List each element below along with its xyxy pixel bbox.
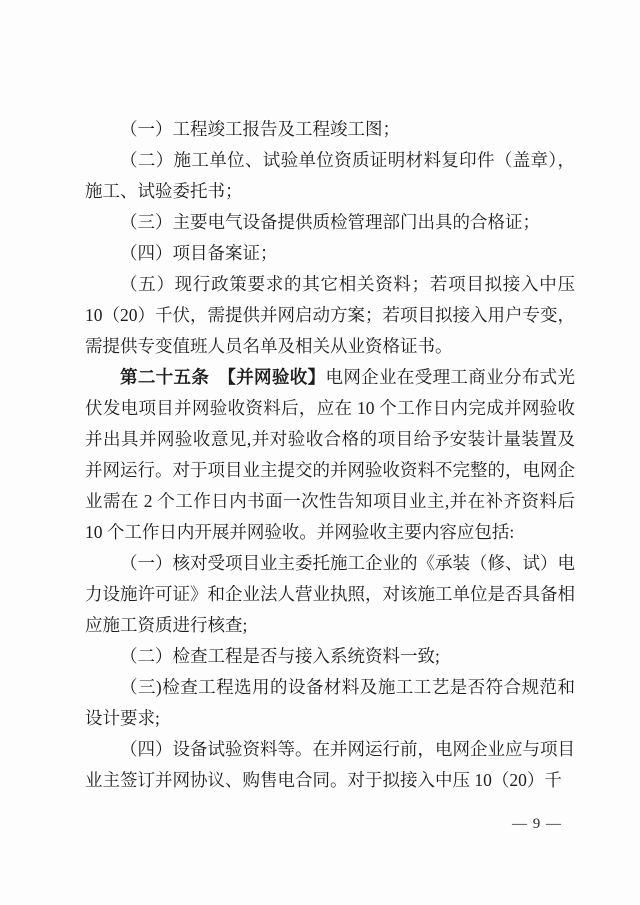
text-run: （三）主要电气设备提供质检管理部门出具的合格证； xyxy=(120,212,540,232)
paragraph xyxy=(85,207,575,238)
text-run: （四）设备试验资料等。在并网运行前，电网企业应与项目业主签订并网协议、购售电合同。对于拟接入中压 10（20）千 xyxy=(85,739,575,790)
text-run: 电网企业在受理工商业分布式光伏发电项目并网验收资料后，应在 10 个工作日内完成并网验收并出具并网验收意见,并对验收合格的项目给予安装计量装置及并网运行。对于项目业主提交的并网验收资料不完整的，电网企业需在 2 个工作日内书面一次性告知项目业主,并在补齐资料后 10 个工作日内开展并网验收。并网验收主要内容应包括: xyxy=(85,367,576,542)
paragraph xyxy=(85,548,575,641)
paragraph xyxy=(85,641,575,672)
text-run: （一）工程竣工报告及工程竣工图； xyxy=(120,119,400,139)
bold-run: 第二十五条 xyxy=(120,367,228,387)
page-number: — 9 — xyxy=(512,816,562,832)
paragraph xyxy=(85,672,575,734)
text-run: （三)检查工程选用的设备材料及施工工艺是否符合规范和设计要求; xyxy=(85,677,575,728)
text-run: （四）项目备案证； xyxy=(120,243,278,263)
paragraph xyxy=(85,734,575,796)
paragraph xyxy=(85,362,575,548)
paragraph xyxy=(85,269,575,362)
bold-run: 【并网验收】 xyxy=(227,367,326,387)
text-run: （二）施工单位、试验单位资质证明材料复印件（盖章），施工、试验委托书； xyxy=(85,150,575,201)
text-run: （五）现行政策要求的其它相关资料；若项目拟接入中压 10（20）千伏，需提供并网启动方案；若项目拟接入用户专变，需提供专变值班人员名单及相关从业资格证书。 xyxy=(85,274,575,356)
paragraph xyxy=(85,238,575,269)
text-run: （一）核对受项目业主委托施工企业的《承装（修、试）电力设施许可证》和企业法人营业执照，对该施工单位是否具备相应施工资质进行核查; xyxy=(85,553,575,635)
text-run: （二）检查工程是否与接入系统资料一致; xyxy=(120,646,440,666)
document-body xyxy=(85,114,575,796)
paragraph xyxy=(85,145,575,207)
paragraph xyxy=(85,114,575,145)
